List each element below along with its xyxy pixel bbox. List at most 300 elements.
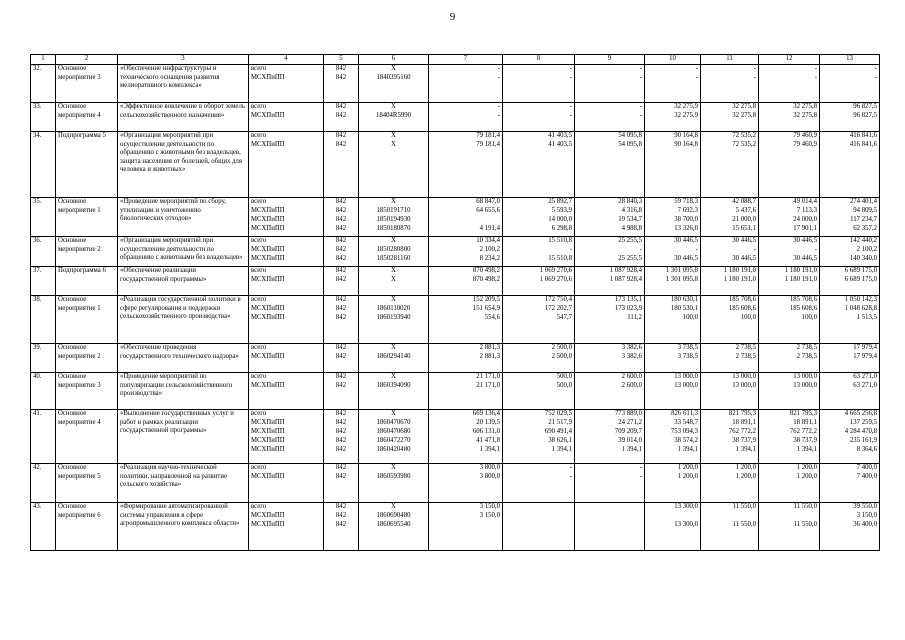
amount-cell-line: 100,0: [740, 314, 756, 321]
executor-cell-line: всего: [251, 267, 267, 274]
grbs-code-cell-line: 842: [335, 296, 347, 303]
amount-cell-line: 3 382,6: [621, 344, 642, 351]
amount-cell-line: 1 069 270,6: [539, 276, 572, 283]
amount-cell: [645, 410, 701, 464]
amount-cell: [820, 237, 880, 267]
grbs-code-cell-line: 842: [335, 141, 347, 148]
amount-cell: [820, 65, 880, 103]
amount-cell-line: -: [695, 65, 698, 72]
amount-cell-line: 13 000,0: [732, 382, 756, 389]
amount-cell-line: 3 738,5: [677, 353, 698, 360]
grbs-code-cell-line: 842: [335, 410, 347, 417]
amount-cell-line: 54 095,8: [618, 132, 642, 139]
amount-cell-line: 72 535,2: [732, 141, 756, 148]
amount-cell-line: 63 271,0: [853, 382, 877, 389]
amount-cell-line: 30 446,5: [674, 237, 698, 244]
amount-cell: [701, 198, 759, 237]
amount-cell-line: 90 164,8: [674, 132, 698, 139]
budget-table: [30, 54, 880, 551]
amount-cell: [759, 296, 820, 344]
amount-cell-line: 11 550,0: [793, 521, 817, 528]
row-number: 38.: [31, 296, 56, 344]
amount-cell: [701, 103, 759, 132]
executor-cell-line: МСХПиПП: [251, 512, 285, 519]
amount-cell: [701, 267, 759, 296]
amount-cell-line: 274 401,4: [849, 198, 877, 205]
row-number: 34.: [31, 132, 56, 198]
amount-cell-line: 690 491,4: [544, 428, 572, 435]
amount-cell: [701, 65, 759, 103]
grbs-code-cell-line: 842: [335, 255, 347, 262]
kbk-code-cell-line: X: [391, 503, 396, 510]
amount-cell-line: 68 847,0: [476, 198, 500, 205]
measure-description: «Эффективное вовлечение в оборот земель сельскохозяйственного назначения»: [118, 103, 249, 132]
amount-cell-line: 13 000,0: [674, 373, 698, 380]
measure-description: «Формирование автоматизированной системы управления в сфере агропромышленного комплекса области»: [118, 503, 249, 551]
amount-cell: [759, 373, 820, 410]
amount-cell-line: 18 891,1: [732, 419, 756, 426]
executor-cell: [249, 103, 324, 132]
amount-cell: [429, 503, 503, 551]
amount-cell: [759, 132, 820, 198]
amount-cell-line: 42 088,7: [732, 198, 756, 205]
grbs-code-cell-line: 842: [335, 437, 347, 444]
amount-cell-line: [431, 216, 500, 225]
column-number-cell: 5: [324, 55, 359, 65]
amount-cell: [645, 103, 701, 132]
table-row: [31, 103, 880, 132]
amount-cell: [701, 132, 759, 198]
amount-cell-line: 30 446,5: [674, 255, 698, 262]
amount-cell-line: -: [695, 246, 698, 253]
amount-cell-line: 3 150,0: [479, 512, 500, 519]
kbk-code-cell-line: X: [391, 344, 396, 351]
amount-cell-line: 79 181,4: [476, 132, 500, 139]
amount-cell-line: -: [639, 103, 642, 110]
amount-cell-line: 24 000,0: [793, 216, 817, 223]
page-number: 9: [449, 11, 456, 23]
grbs-code-cell: [324, 103, 359, 132]
amount-cell-line: -: [695, 74, 698, 81]
column-number-cell: 7: [429, 55, 503, 65]
kbk-code-cell-line: X: [391, 464, 396, 471]
executor-cell-line: всего: [251, 65, 267, 72]
amount-cell-line: 1 048 628,8: [844, 305, 877, 312]
amount-cell-line: -: [569, 103, 572, 110]
grbs-code-cell-line: 842: [335, 373, 347, 380]
amount-cell: [759, 410, 820, 464]
amount-cell-line: 140 340,0: [849, 255, 877, 262]
grbs-code-cell-line: 842: [335, 419, 347, 426]
amount-cell-line: [577, 521, 642, 530]
amount-cell-line: -: [497, 112, 500, 119]
amount-cell-line: [505, 503, 572, 512]
amount-cell: [503, 132, 575, 198]
kbk-code-cell-line: 1860470670: [376, 419, 411, 426]
grbs-code-cell-line: 842: [335, 512, 347, 519]
amount-cell-line: 1 200,0: [677, 473, 698, 480]
amount-cell: [429, 237, 503, 267]
amount-cell-line: 2 738,5: [735, 344, 756, 351]
executor-cell: [249, 296, 324, 344]
amount-cell: [701, 344, 759, 373]
amount-cell-line: 821 795,3: [789, 410, 817, 417]
row-number: 39.: [31, 344, 56, 373]
amount-cell-line: 79 181,4: [476, 141, 500, 148]
amount-cell-line: 21 517,9: [548, 419, 572, 426]
amount-cell-line: 8 364,6: [856, 446, 877, 453]
amount-cell-line: 1 180 191,0: [723, 276, 756, 283]
column-number-cell: 10: [645, 55, 701, 65]
amount-cell-line: 1 394,1: [796, 446, 817, 453]
amount-cell-line: -: [569, 246, 572, 253]
amount-cell-line: 17 979,4: [853, 344, 877, 351]
amount-cell-line: 2 738,5: [735, 353, 756, 360]
amount-cell-line: 64 655,6: [476, 207, 500, 214]
grbs-code-cell: [324, 198, 359, 237]
amount-cell-line: 11 550,0: [732, 521, 756, 528]
amount-cell-line: 41 403,5: [548, 141, 572, 148]
amount-cell-line: 3 150,0: [856, 512, 877, 519]
amount-cell-line: 6 298,8: [551, 225, 572, 232]
amount-cell: [503, 237, 575, 267]
measure-name: Основное мероприятие 6: [56, 503, 118, 551]
grbs-code-cell-line: 842: [335, 198, 347, 205]
amount-cell: [759, 65, 820, 103]
amount-cell-line: 2 500,0: [551, 353, 572, 360]
amount-cell-line: 3 800,0: [479, 464, 500, 471]
kbk-code-cell: [359, 410, 429, 464]
amount-cell-line: 1 180 191,0: [784, 267, 817, 274]
amount-cell-line: 15 510,8: [548, 255, 572, 262]
measure-name: Основное мероприятие 3: [56, 65, 118, 103]
amount-cell: [820, 296, 880, 344]
amount-cell-line: 8 234,2: [479, 255, 500, 262]
amount-cell: [575, 267, 645, 296]
amount-cell-line: 14 000,0: [548, 216, 572, 223]
kbk-code-cell: [359, 503, 429, 551]
measure-description: «Реализация научно-технической политики, направленной на развитие сельского хозяйства»: [118, 464, 249, 503]
amount-cell-line: [703, 512, 756, 521]
amount-cell-line: 96 827,5: [853, 112, 877, 119]
amount-cell-line: 25 255,5: [618, 255, 642, 262]
amount-cell-line: 762 772,2: [728, 428, 756, 435]
kbk-code-cell-line: 1860394090: [376, 382, 411, 389]
amount-cell: [503, 344, 575, 373]
grbs-code-cell: [324, 267, 359, 296]
amount-cell-line: 13 000,0: [793, 373, 817, 380]
measure-description: «Выполнение государственных услуг и работ в рамках реализации государственной программы»: [118, 410, 249, 464]
column-number-cell: 12: [759, 55, 820, 65]
kbk-code-cell-line: 1860294140: [376, 353, 411, 360]
executor-cell-line: всего: [251, 464, 267, 471]
amount-cell-line: 1 301 095,8: [665, 267, 698, 274]
amount-cell-line: 235 161,9: [849, 437, 877, 444]
amount-cell-line: 3 382,6: [621, 353, 642, 360]
executor-cell-line: МСХПиПП: [251, 428, 285, 435]
executor-cell-line: МСХПиПП: [251, 305, 285, 312]
amount-cell-line: 41 471,8: [476, 437, 500, 444]
amount-cell-line: 7 692,3: [677, 207, 698, 214]
amount-cell: [503, 410, 575, 464]
amount-cell: [701, 410, 759, 464]
kbk-code-cell-line: X: [391, 276, 396, 283]
amount-cell-line: 59 718,3: [674, 198, 698, 205]
amount-cell-line: 4 316,8: [621, 207, 642, 214]
amount-cell-line: 111,2: [627, 314, 642, 321]
amount-cell-line: 1 394,1: [735, 446, 756, 453]
amount-cell-line: 13 300,0: [674, 521, 698, 528]
amount-cell: [645, 296, 701, 344]
table-row: [31, 464, 880, 503]
amount-cell: [429, 267, 503, 296]
amount-cell: [645, 237, 701, 267]
amount-cell-line: 10 334,4: [476, 237, 500, 244]
grbs-code-cell-line: 842: [335, 103, 347, 110]
amount-cell: [503, 373, 575, 410]
measure-description: «Организация мероприятий при осуществлении деятельности по обращению с животными без владельцев, защита населения от болезней, общих для человека и животных»: [118, 132, 249, 198]
amount-cell-line: 1 200,0: [677, 464, 698, 471]
amount-cell-line: 4 191,4: [479, 225, 500, 232]
executor-cell-line: МСХПиПП: [251, 446, 285, 453]
amount-cell-line: [505, 512, 572, 521]
table-row: [31, 503, 880, 551]
measure-description: «Проведение мероприятий по популяризации сельскохозяйственного производства»: [118, 373, 249, 410]
grbs-code-cell-line: 842: [335, 65, 347, 72]
kbk-code-cell-line: 1850281160: [376, 255, 411, 262]
grbs-code-cell-line: 842: [335, 216, 347, 223]
grbs-code-cell-line: 842: [335, 464, 347, 471]
measure-name: Основное мероприятие 1: [56, 296, 118, 344]
amount-cell: [429, 132, 503, 198]
amount-cell-line: 152 209,5: [472, 296, 500, 303]
row-number: 32.: [31, 65, 56, 103]
amount-cell-line: 15 651,1: [732, 225, 756, 232]
amount-cell: [820, 410, 880, 464]
amount-cell: [429, 410, 503, 464]
amount-cell-line: -: [569, 65, 572, 72]
amount-cell-line: 1 050 142,3: [844, 296, 877, 303]
executor-cell-line: всего: [251, 410, 267, 417]
amount-cell-line: 151 654,9: [472, 305, 500, 312]
amount-cell-line: 4 665 256,8: [844, 410, 877, 417]
executor-cell-line: всего: [251, 344, 267, 351]
amount-cell: [429, 464, 503, 503]
amount-cell-line: 38 737,9: [732, 437, 756, 444]
amount-cell-line: 180 630,1: [670, 296, 698, 303]
executor-cell: [249, 503, 324, 551]
amount-cell-line: 79 460,9: [793, 141, 817, 148]
executor-cell-line: МСХПиПП: [251, 207, 285, 214]
kbk-code-cell-line: X: [391, 65, 396, 72]
amount-cell: [503, 267, 575, 296]
kbk-code-cell-line: X: [391, 132, 396, 139]
grbs-code-cell-line: 842: [335, 305, 347, 312]
measure-name: Основное мероприятие 5: [56, 464, 118, 503]
amount-cell-line: -: [497, 74, 500, 81]
amount-cell-line: 709 209,7: [614, 428, 642, 435]
amount-cell-line: 1 200,0: [796, 473, 817, 480]
executor-cell-line: всего: [251, 132, 267, 139]
executor-cell-line: МСХПиПП: [251, 382, 285, 389]
column-number-cell: 9: [575, 55, 645, 65]
kbk-code-cell-line: 1860420480: [376, 446, 411, 453]
amount-cell-line: 416 841,6: [849, 132, 877, 139]
amount-cell-line: 185 708,6: [789, 296, 817, 303]
row-number: 33.: [31, 103, 56, 132]
amount-cell: [759, 198, 820, 237]
kbk-code-cell-line: 1860593980: [376, 473, 411, 480]
amount-cell-line: 2 881,3: [479, 344, 500, 351]
kbk-code-cell-line: 1850280800: [376, 246, 411, 253]
kbk-code-cell: [359, 267, 429, 296]
amount-cell: [429, 198, 503, 237]
row-number: 41.: [31, 410, 56, 464]
grbs-code-cell: [324, 65, 359, 103]
amount-cell-line: -: [753, 74, 756, 81]
amount-cell-line: 30 446,5: [732, 237, 756, 244]
executor-cell-line: всего: [251, 237, 267, 244]
amount-cell-line: 32 275,9: [674, 103, 698, 110]
grbs-code-cell: [324, 373, 359, 410]
executor-cell: [249, 198, 324, 237]
amount-cell-line: 7 400,0: [856, 464, 877, 471]
amount-cell-line: 1 394,1: [621, 446, 642, 453]
measure-name: Основное мероприятие 2: [56, 237, 118, 267]
amount-cell-line: 17 901,1: [793, 225, 817, 232]
table-row: [31, 65, 880, 103]
amount-cell-line: 180 530,1: [670, 305, 698, 312]
amount-cell-line: 5 593,9: [551, 207, 572, 214]
executor-cell-line: МСХПиПП: [251, 141, 285, 148]
amount-cell-line: 38 626,1: [548, 437, 572, 444]
amount-cell-line: -: [753, 246, 756, 253]
kbk-code-cell: [359, 237, 429, 267]
amount-cell-line: 669 136,4: [472, 410, 500, 417]
amount-cell: [575, 296, 645, 344]
executor-cell-line: всего: [251, 503, 267, 510]
executor-cell: [249, 464, 324, 503]
amount-cell: [575, 503, 645, 551]
amount-cell-line: -: [569, 74, 572, 81]
grbs-code-cell-line: 842: [335, 382, 347, 389]
amount-cell-line: [577, 512, 642, 521]
amount-cell-line: -: [497, 103, 500, 110]
amount-cell-line: 2 100,2: [856, 246, 877, 253]
amount-cell-line: 1 394,1: [677, 446, 698, 453]
amount-cell-line: [505, 521, 572, 530]
amount-cell-line: 3 800,0: [479, 473, 500, 480]
amount-cell-line: 4 284 470,8: [844, 428, 877, 435]
amount-cell: [701, 464, 759, 503]
amount-cell: [759, 237, 820, 267]
kbk-code-cell: [359, 103, 429, 132]
amount-cell-line: 21 171,0: [476, 382, 500, 389]
amount-cell-line: 1 200,0: [735, 473, 756, 480]
amount-cell-line: 41 403,5: [548, 132, 572, 139]
amount-cell-line: -: [497, 65, 500, 72]
grbs-code-cell-line: 842: [335, 246, 347, 253]
row-number: 42.: [31, 464, 56, 503]
column-number-cell: 6: [359, 55, 429, 65]
column-number-cell: 4: [249, 55, 324, 65]
executor-cell-line: всего: [251, 103, 267, 110]
executor-cell-line: МСХПиПП: [251, 521, 285, 528]
amount-cell-line: 20 139,5: [476, 419, 500, 426]
amount-cell-line: -: [639, 473, 642, 480]
amount-cell: [503, 464, 575, 503]
kbk-code-cell-line: X: [391, 296, 396, 303]
amount-cell-line: 38 737,9: [793, 437, 817, 444]
amount-cell-line: 30 446,5: [793, 237, 817, 244]
amount-cell: [429, 65, 503, 103]
grbs-code-cell-line: 842: [335, 74, 347, 81]
executor-cell-line: МСХПиПП: [251, 246, 285, 253]
amount-cell-line: 63 271,0: [853, 373, 877, 380]
amount-cell-line: 62 357,2: [853, 225, 877, 232]
amount-cell-line: 25 892,7: [548, 198, 572, 205]
amount-cell-line: 18 891,1: [793, 419, 817, 426]
amount-cell-line: 13 300,0: [674, 503, 698, 510]
amount-cell: [503, 65, 575, 103]
measure-name: Основное мероприятие 3: [56, 373, 118, 410]
amount-cell-line: 7 113,3: [796, 207, 817, 214]
amount-cell-line: 2 100,2: [479, 246, 500, 253]
amount-cell-line: 21 171,0: [476, 373, 500, 380]
kbk-code-cell-line: X: [391, 237, 396, 244]
kbk-code-cell-line: 1850180870: [376, 225, 411, 232]
measure-name: Основное мероприятие 2: [56, 344, 118, 373]
amount-cell: [759, 503, 820, 551]
column-number-cell: 2: [56, 55, 118, 65]
amount-cell: [645, 65, 701, 103]
amount-cell: [701, 373, 759, 410]
executor-cell-line: МСХПиПП: [251, 112, 285, 119]
amount-cell-line: 21 000,0: [732, 216, 756, 223]
amount-cell-line: 79 460,9: [793, 132, 817, 139]
amount-cell: [429, 103, 503, 132]
amount-cell-line: -: [639, 246, 642, 253]
measure-name: Подпрограмма 5: [56, 132, 118, 198]
amount-cell-line: [577, 503, 642, 512]
amount-cell-line: 13 000,0: [793, 382, 817, 389]
grbs-code-cell-line: 842: [335, 521, 347, 528]
amount-cell-line: 1 180 191,0: [723, 267, 756, 274]
amount-cell: [645, 503, 701, 551]
amount-cell: [701, 237, 759, 267]
amount-cell-line: 72 535,2: [732, 132, 756, 139]
measure-name: Основное мероприятие 1: [56, 198, 118, 237]
amount-cell-line: 11 550,0: [732, 503, 756, 510]
column-number-cell: 1: [31, 55, 56, 65]
measure-description: «Проведение мероприятий по сбору, утилизации и уничтожению биологических отходов»: [118, 198, 249, 237]
amount-cell-line: 752 029,5: [544, 410, 572, 417]
table-row: [31, 237, 880, 267]
amount-cell-line: [761, 512, 817, 521]
amount-cell-line: 2 600,0: [621, 382, 642, 389]
table-row: [31, 267, 880, 296]
amount-cell-line: 870 498,2: [472, 267, 500, 274]
kbk-code-cell: [359, 65, 429, 103]
measure-description: «Организация мероприятий при осуществлении деятельности по обращению с животными без владельцев»: [118, 237, 249, 267]
amount-cell-line: 3 150,0: [479, 503, 500, 510]
measure-description: «Реализация государственной политики в сфере регулирования и поддержки сельскохозяйственного производства»: [118, 296, 249, 344]
amount-cell-line: 753 094,3: [670, 428, 698, 435]
executor-cell: [249, 132, 324, 198]
amount-cell: [575, 464, 645, 503]
grbs-code-cell-line: 842: [335, 473, 347, 480]
amount-cell-line: 500,0: [556, 373, 572, 380]
